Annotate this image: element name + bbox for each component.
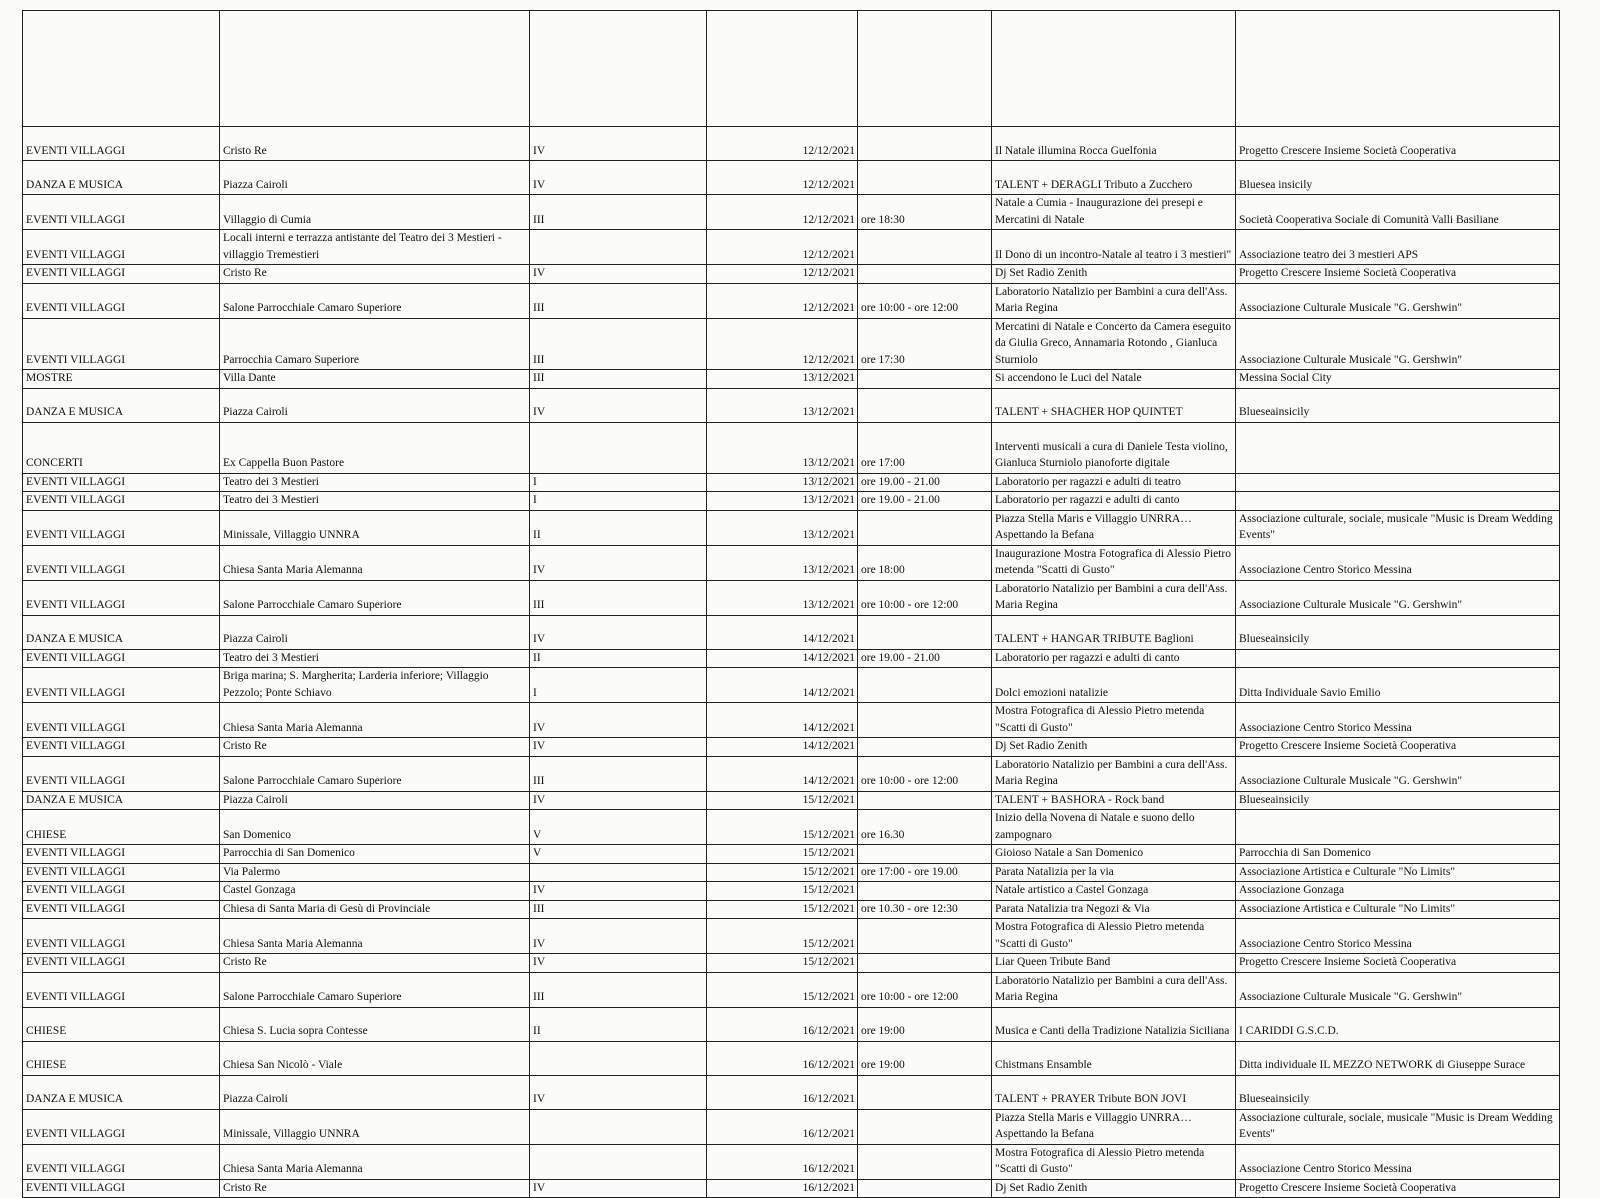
cell-event: Mostra Fotografica di Alessio Pietro metenda "Scatti di Gusto": [992, 1144, 1236, 1179]
cell-category: DANZA E MUSICA: [23, 388, 220, 422]
cell-organizer: I CARIDDI G.S.C.D.: [1236, 1007, 1560, 1041]
cell-category: EVENTI VILLAGGI: [23, 738, 220, 757]
cell-category: EVENTI VILLAGGI: [23, 265, 220, 284]
cell-organizer: Associazione Culturale Musicale "G. Gershwin": [1236, 318, 1560, 370]
header-cell-district: [530, 11, 707, 127]
cell-location: Piazza Cairoli: [220, 161, 530, 195]
cell-event: Chistmans Ensamble: [992, 1041, 1236, 1075]
table-row: [23, 510, 1560, 545]
cell-district: II: [530, 510, 707, 545]
cell-category: DANZA E MUSICA: [23, 1075, 220, 1109]
cell-category: EVENTI VILLAGGI: [23, 283, 220, 318]
cell-time: ore 17:00 - ore 19.00: [858, 863, 992, 882]
cell-time: [858, 1109, 992, 1144]
cell-organizer: Blueseainsicily: [1236, 791, 1560, 810]
cell-organizer: [1236, 649, 1560, 668]
cell-event: Laboratorio per ragazzi e adulti di canto: [992, 649, 1236, 668]
table-row: [23, 703, 1560, 738]
cell-time: ore 17:30: [858, 318, 992, 370]
cell-district: II: [530, 1007, 707, 1041]
cell-district: IV: [530, 161, 707, 195]
cell-date: 15/12/2021: [707, 954, 858, 973]
table-row: [23, 954, 1560, 973]
cell-location: Locali interni e terrazza antistante del Teatro dei 3 Mestieri - villaggio Tremestieri: [220, 230, 530, 265]
table-row: [23, 370, 1560, 389]
cell-date: 16/12/2021: [707, 1144, 858, 1179]
cell-date: 15/12/2021: [707, 900, 858, 919]
cell-date: 14/12/2021: [707, 738, 858, 757]
cell-date: 12/12/2021: [707, 127, 858, 161]
cell-date: 14/12/2021: [707, 615, 858, 649]
cell-event: Il Dono di un incontro-Natale al teatro i 3 mestieri": [992, 230, 1236, 265]
cell-time: [858, 388, 992, 422]
cell-category: EVENTI VILLAGGI: [23, 703, 220, 738]
cell-location: Briga marina; S. Margherita; Larderia inferiore; Villaggio Pezzolo; Ponte Schiavo: [220, 668, 530, 703]
cell-location: Piazza Cairoli: [220, 615, 530, 649]
table-row: [23, 615, 1560, 649]
events-table: [22, 10, 1560, 1198]
cell-date: 14/12/2021: [707, 703, 858, 738]
cell-organizer: Messina Social City: [1236, 370, 1560, 389]
cell-location: Villaggio di Cumia: [220, 195, 530, 230]
header-row: [23, 11, 1560, 127]
cell-event: Dj Set Radio Zenith: [992, 265, 1236, 284]
table-row: [23, 195, 1560, 230]
cell-event: Dj Set Radio Zenith: [992, 1179, 1236, 1198]
cell-event: Il Natale illumina Rocca Guelfonia: [992, 127, 1236, 161]
table-row: [23, 738, 1560, 757]
cell-district: IV: [530, 738, 707, 757]
cell-organizer: Associazione teatro dei 3 mestieri APS: [1236, 230, 1560, 265]
cell-location: Minissale, Villaggio UNNRA: [220, 1109, 530, 1144]
table-row: [23, 791, 1560, 810]
header-cell-event: [992, 11, 1236, 127]
cell-date: 15/12/2021: [707, 919, 858, 954]
cell-date: 16/12/2021: [707, 1075, 858, 1109]
cell-date: 13/12/2021: [707, 510, 858, 545]
cell-organizer: [1236, 473, 1560, 492]
cell-organizer: Ditta Individuale Savio Emilio: [1236, 668, 1560, 703]
cell-category: EVENTI VILLAGGI: [23, 318, 220, 370]
table-row: [23, 1075, 1560, 1109]
cell-organizer: Associazione culturale, sociale, musicale "Music is Dream Wedding Events": [1236, 510, 1560, 545]
cell-location: Piazza Cairoli: [220, 791, 530, 810]
table-row: [23, 756, 1560, 791]
cell-event: Parata Natalizia per la via: [992, 863, 1236, 882]
cell-time: [858, 370, 992, 389]
cell-organizer: Blueseainsicily: [1236, 1075, 1560, 1109]
table-row: [23, 580, 1560, 615]
cell-time: [858, 1179, 992, 1198]
cell-date: 15/12/2021: [707, 882, 858, 901]
cell-location: Chiesa Santa Maria Alemanna: [220, 703, 530, 738]
cell-time: ore 18:30: [858, 195, 992, 230]
cell-category: EVENTI VILLAGGI: [23, 127, 220, 161]
cell-date: 16/12/2021: [707, 1041, 858, 1075]
table-row: [23, 161, 1560, 195]
cell-organizer: Ditta individuale IL MEZZO NETWORK di Giuseppe Surace: [1236, 1041, 1560, 1075]
cell-district: [530, 1144, 707, 1179]
cell-event: Laboratorio per ragazzi e adulti di teatro: [992, 473, 1236, 492]
cell-organizer: [1236, 810, 1560, 845]
cell-category: EVENTI VILLAGGI: [23, 756, 220, 791]
cell-time: [858, 738, 992, 757]
cell-organizer: [1236, 492, 1560, 511]
cell-district: IV: [530, 1075, 707, 1109]
cell-event: Piazza Stella Maris e Villaggio UNRRA…Aspettando la Befana: [992, 510, 1236, 545]
cell-time: ore 16.30: [858, 810, 992, 845]
cell-district: III: [530, 195, 707, 230]
table-row: [23, 1007, 1560, 1041]
cell-category: EVENTI VILLAGGI: [23, 649, 220, 668]
cell-time: ore 19.00 - 21.00: [858, 649, 992, 668]
cell-organizer: Progetto Crescere Insieme Società Cooperativa: [1236, 1179, 1560, 1198]
cell-time: ore 19.00 - 21.00: [858, 492, 992, 511]
cell-location: San Domenico: [220, 810, 530, 845]
cell-date: 13/12/2021: [707, 492, 858, 511]
cell-category: EVENTI VILLAGGI: [23, 954, 220, 973]
cell-time: ore 19.00 - 21.00: [858, 473, 992, 492]
cell-district: IV: [530, 882, 707, 901]
cell-date: 12/12/2021: [707, 318, 858, 370]
cell-date: 13/12/2021: [707, 545, 858, 580]
cell-district: V: [530, 810, 707, 845]
cell-event: Dj Set Radio Zenith: [992, 738, 1236, 757]
cell-category: EVENTI VILLAGGI: [23, 545, 220, 580]
cell-event: Laboratorio per ragazzi e adulti di canto: [992, 492, 1236, 511]
cell-category: EVENTI VILLAGGI: [23, 492, 220, 511]
cell-event: Mercatini di Natale e Concerto da Camera eseguito da Giulia Greco, Annamaria Rotondo , Gianluca Sturniolo: [992, 318, 1236, 370]
table-row: [23, 492, 1560, 511]
cell-category: EVENTI VILLAGGI: [23, 845, 220, 864]
cell-district: III: [530, 318, 707, 370]
cell-district: IV: [530, 265, 707, 284]
table-row: [23, 845, 1560, 864]
cell-district: IV: [530, 127, 707, 161]
cell-district: II: [530, 649, 707, 668]
cell-event: Inizio della Novena di Natale e suono dello zampognaro: [992, 810, 1236, 845]
cell-time: ore 10.30 - ore 12:30: [858, 900, 992, 919]
cell-district: V: [530, 845, 707, 864]
cell-date: 15/12/2021: [707, 972, 858, 1007]
header-cell-date: [707, 11, 858, 127]
cell-date: 16/12/2021: [707, 1179, 858, 1198]
table-row: [23, 668, 1560, 703]
cell-location: Salone Parrocchiale Camaro Superiore: [220, 283, 530, 318]
cell-time: [858, 615, 992, 649]
cell-time: [858, 510, 992, 545]
cell-district: III: [530, 283, 707, 318]
cell-category: EVENTI VILLAGGI: [23, 863, 220, 882]
cell-location: Teatro dei 3 Mestieri: [220, 649, 530, 668]
events-table-body: [23, 11, 1560, 1198]
cell-category: EVENTI VILLAGGI: [23, 1109, 220, 1144]
cell-time: [858, 1075, 992, 1109]
cell-location: Cristo Re: [220, 1179, 530, 1198]
table-row: [23, 1144, 1560, 1179]
cell-category: MOSTRE: [23, 370, 220, 389]
cell-event: Parata Natalizia tra Negozi & Via: [992, 900, 1236, 919]
cell-event: TALENT + DERAGLI Tributo a Zucchero: [992, 161, 1236, 195]
cell-organizer: Blueseainsicily: [1236, 615, 1560, 649]
cell-district: IV: [530, 703, 707, 738]
cell-event: Natale artistico a Castel Gonzaga: [992, 882, 1236, 901]
cell-location: Teatro dei 3 Mestieri: [220, 492, 530, 511]
cell-date: 12/12/2021: [707, 283, 858, 318]
cell-date: 13/12/2021: [707, 580, 858, 615]
cell-location: Chiesa San Nicolò - Viale: [220, 1041, 530, 1075]
cell-date: 16/12/2021: [707, 1007, 858, 1041]
table-row: [23, 283, 1560, 318]
cell-event: Piazza Stella Maris e Villaggio UNRRA…Aspettando la Befana: [992, 1109, 1236, 1144]
table-row: [23, 230, 1560, 265]
cell-district: I: [530, 492, 707, 511]
cell-time: [858, 668, 992, 703]
cell-event: Laboratorio Natalizio per Bambini a cura dell'Ass. Maria Regina: [992, 972, 1236, 1007]
cell-district: I: [530, 473, 707, 492]
cell-time: ore 19:00: [858, 1007, 992, 1041]
cell-organizer: Associazione Culturale Musicale "G. Gershwin": [1236, 756, 1560, 791]
cell-time: [858, 161, 992, 195]
cell-organizer: Progetto Crescere Insieme Società Cooperativa: [1236, 265, 1560, 284]
cell-category: EVENTI VILLAGGI: [23, 230, 220, 265]
cell-date: 15/12/2021: [707, 863, 858, 882]
cell-event: Gioioso Natale a San Domenico: [992, 845, 1236, 864]
cell-category: EVENTI VILLAGGI: [23, 972, 220, 1007]
cell-event: Dolci emozioni natalizie: [992, 668, 1236, 703]
cell-time: [858, 954, 992, 973]
cell-date: 14/12/2021: [707, 649, 858, 668]
cell-category: EVENTI VILLAGGI: [23, 882, 220, 901]
cell-district: [530, 230, 707, 265]
cell-category: DANZA E MUSICA: [23, 791, 220, 810]
cell-event: TALENT + PRAYER Tribute BON JOVI: [992, 1075, 1236, 1109]
cell-time: ore 10:00 - ore 12:00: [858, 580, 992, 615]
cell-district: [530, 422, 707, 473]
cell-category: CHIESE: [23, 810, 220, 845]
cell-organizer: Associazione culturale, sociale, musicale "Music is Dream Wedding Events": [1236, 1109, 1560, 1144]
cell-district: IV: [530, 919, 707, 954]
cell-category: EVENTI VILLAGGI: [23, 1179, 220, 1198]
cell-location: Piazza Cairoli: [220, 388, 530, 422]
cell-district: IV: [530, 954, 707, 973]
cell-event: Laboratorio Natalizio per Bambini a cura dell'Ass. Maria Regina: [992, 756, 1236, 791]
cell-time: ore 10:00 - ore 12:00: [858, 283, 992, 318]
cell-location: Salone Parrocchiale Camaro Superiore: [220, 580, 530, 615]
cell-location: Villa Dante: [220, 370, 530, 389]
cell-organizer: Associazione Culturale Musicale "G. Gershwin": [1236, 580, 1560, 615]
cell-organizer: Parrocchia di San Domenico: [1236, 845, 1560, 864]
cell-time: [858, 919, 992, 954]
cell-event: Si accendono le Luci del Natale: [992, 370, 1236, 389]
cell-time: [858, 265, 992, 284]
cell-category: EVENTI VILLAGGI: [23, 473, 220, 492]
table-row: [23, 900, 1560, 919]
table-row: [23, 318, 1560, 370]
cell-location: Minissale, Villaggio UNNRA: [220, 510, 530, 545]
cell-location: Chiesa di Santa Maria di Gesù di Provinciale: [220, 900, 530, 919]
cell-date: 16/12/2021: [707, 1109, 858, 1144]
cell-time: [858, 127, 992, 161]
cell-location: Salone Parrocchiale Camaro Superiore: [220, 972, 530, 1007]
cell-organizer: Società Cooperativa Sociale di Comunità Valli Basiliane: [1236, 195, 1560, 230]
cell-category: DANZA E MUSICA: [23, 161, 220, 195]
cell-event: Liar Queen Tribute Band: [992, 954, 1236, 973]
cell-location: Cristo Re: [220, 738, 530, 757]
table-row: [23, 473, 1560, 492]
cell-time: ore 17:00: [858, 422, 992, 473]
table-row: [23, 265, 1560, 284]
cell-organizer: Associazione Centro Storico Messina: [1236, 1144, 1560, 1179]
cell-date: 14/12/2021: [707, 756, 858, 791]
cell-category: EVENTI VILLAGGI: [23, 1144, 220, 1179]
table-row: [23, 649, 1560, 668]
cell-location: Cristo Re: [220, 954, 530, 973]
cell-location: Salone Parrocchiale Camaro Superiore: [220, 756, 530, 791]
cell-time: [858, 882, 992, 901]
table-row: [23, 388, 1560, 422]
cell-time: ore 10:00 - ore 12:00: [858, 972, 992, 1007]
cell-organizer: Associazione Gonzaga: [1236, 882, 1560, 901]
cell-district: IV: [530, 615, 707, 649]
cell-category: CHIESE: [23, 1007, 220, 1041]
cell-time: [858, 1144, 992, 1179]
cell-date: 14/12/2021: [707, 668, 858, 703]
table-row: [23, 919, 1560, 954]
cell-time: [858, 703, 992, 738]
cell-event: Mostra Fotografica di Alessio Pietro metenda "Scatti di Gusto": [992, 919, 1236, 954]
cell-location: Via Palermo: [220, 863, 530, 882]
cell-category: DANZA E MUSICA: [23, 615, 220, 649]
cell-organizer: Associazione Centro Storico Messina: [1236, 545, 1560, 580]
table-row: [23, 882, 1560, 901]
cell-date: 13/12/2021: [707, 422, 858, 473]
table-row: [23, 972, 1560, 1007]
cell-event: Laboratorio Natalizio per Bambini a cura dell'Ass. Maria Regina: [992, 580, 1236, 615]
cell-location: Parrocchia Camaro Superiore: [220, 318, 530, 370]
header-cell-time: [858, 11, 992, 127]
cell-date: 12/12/2021: [707, 265, 858, 284]
cell-date: 15/12/2021: [707, 791, 858, 810]
cell-organizer: Blueseainsicily: [1236, 388, 1560, 422]
table-row: [23, 1109, 1560, 1144]
header-cell-location: [220, 11, 530, 127]
cell-date: 12/12/2021: [707, 230, 858, 265]
header-cell-category: [23, 11, 220, 127]
cell-district: III: [530, 580, 707, 615]
cell-organizer: Associazione Culturale Musicale "G. Gershwin": [1236, 283, 1560, 318]
cell-category: EVENTI VILLAGGI: [23, 900, 220, 919]
cell-event: Musica e Canti della Tradizione Natalizia Siciliana: [992, 1007, 1236, 1041]
cell-category: EVENTI VILLAGGI: [23, 919, 220, 954]
cell-organizer: Associazione Centro Storico Messina: [1236, 703, 1560, 738]
cell-organizer: Bluesea insicily: [1236, 161, 1560, 195]
cell-time: [858, 791, 992, 810]
cell-location: Cristo Re: [220, 265, 530, 284]
cell-location: Parrocchia di San Domenico: [220, 845, 530, 864]
cell-organizer: [1236, 422, 1560, 473]
cell-date: 13/12/2021: [707, 388, 858, 422]
cell-district: I: [530, 668, 707, 703]
cell-location: Chiesa Santa Maria Alemanna: [220, 1144, 530, 1179]
cell-location: Ex Cappella Buon Pastore: [220, 422, 530, 473]
events-sheet: [22, 10, 1559, 1198]
cell-event: TALENT + BASHORA - Rock band: [992, 791, 1236, 810]
cell-organizer: Associazione Centro Storico Messina: [1236, 919, 1560, 954]
cell-event: Laboratorio Natalizio per Bambini a cura dell'Ass. Maria Regina: [992, 283, 1236, 318]
cell-location: Teatro dei 3 Mestieri: [220, 473, 530, 492]
cell-category: EVENTI VILLAGGI: [23, 668, 220, 703]
table-row: [23, 810, 1560, 845]
cell-organizer: Progetto Crescere Insieme Società Cooperativa: [1236, 127, 1560, 161]
cell-event: Interventi musicali a cura di Daniele Testa violino, Gianluca Sturniolo pianoforte digitale: [992, 422, 1236, 473]
table-row: [23, 545, 1560, 580]
cell-organizer: Progetto Crescere Insieme Società Cooperativa: [1236, 738, 1560, 757]
table-row: [23, 1041, 1560, 1075]
cell-district: IV: [530, 388, 707, 422]
table-row: [23, 1179, 1560, 1198]
cell-district: III: [530, 900, 707, 919]
cell-category: EVENTI VILLAGGI: [23, 195, 220, 230]
cell-time: [858, 845, 992, 864]
cell-date: 12/12/2021: [707, 161, 858, 195]
table-row: [23, 863, 1560, 882]
cell-event: Mostra Fotografica di Alessio Pietro metenda "Scatti di Gusto": [992, 703, 1236, 738]
table-row: [23, 422, 1560, 473]
cell-organizer: Associazione Artistica e Culturale "No Limits": [1236, 863, 1560, 882]
cell-location: Cristo Re: [220, 127, 530, 161]
cell-district: [530, 1109, 707, 1144]
cell-time: ore 19:00: [858, 1041, 992, 1075]
cell-category: CONCERTI: [23, 422, 220, 473]
cell-event: Inaugurazione Mostra Fotografica di Alessio Pietro metenda "Scatti di Gusto": [992, 545, 1236, 580]
cell-district: IV: [530, 1179, 707, 1198]
cell-location: Castel Gonzaga: [220, 882, 530, 901]
cell-location: Chiesa Santa Maria Alemanna: [220, 919, 530, 954]
cell-date: 13/12/2021: [707, 473, 858, 492]
cell-district: III: [530, 756, 707, 791]
cell-date: 15/12/2021: [707, 810, 858, 845]
cell-district: IV: [530, 545, 707, 580]
cell-organizer: Associazione Artistica e Culturale "No Limits": [1236, 900, 1560, 919]
cell-time: ore 18:00: [858, 545, 992, 580]
cell-event: Natale a Cumia - Inaugurazione dei presepi e Mercatini di Natale: [992, 195, 1236, 230]
cell-date: 13/12/2021: [707, 370, 858, 389]
cell-location: Chiesa Santa Maria Alemanna: [220, 545, 530, 580]
cell-time: ore 10:00 - ore 12:00: [858, 756, 992, 791]
table-row: [23, 127, 1560, 161]
cell-district: III: [530, 370, 707, 389]
cell-organizer: Progetto Crescere Insieme Società Cooperativa: [1236, 954, 1560, 973]
cell-organizer: Associazione Culturale Musicale "G. Gershwin": [1236, 972, 1560, 1007]
cell-category: CHIESE: [23, 1041, 220, 1075]
cell-date: 15/12/2021: [707, 845, 858, 864]
cell-district: IV: [530, 791, 707, 810]
cell-time: [858, 230, 992, 265]
cell-event: TALENT + HANGAR TRIBUTE Baglioni: [992, 615, 1236, 649]
cell-category: EVENTI VILLAGGI: [23, 510, 220, 545]
cell-location: Chiesa S. Lucia sopra Contesse: [220, 1007, 530, 1041]
cell-date: 12/12/2021: [707, 195, 858, 230]
header-cell-organizer: [1236, 11, 1560, 127]
cell-location: Piazza Cairoli: [220, 1075, 530, 1109]
cell-district: III: [530, 972, 707, 1007]
cell-category: EVENTI VILLAGGI: [23, 580, 220, 615]
cell-event: TALENT + SHACHER HOP QUINTET: [992, 388, 1236, 422]
cell-district: [530, 863, 707, 882]
cell-district: [530, 1041, 707, 1075]
